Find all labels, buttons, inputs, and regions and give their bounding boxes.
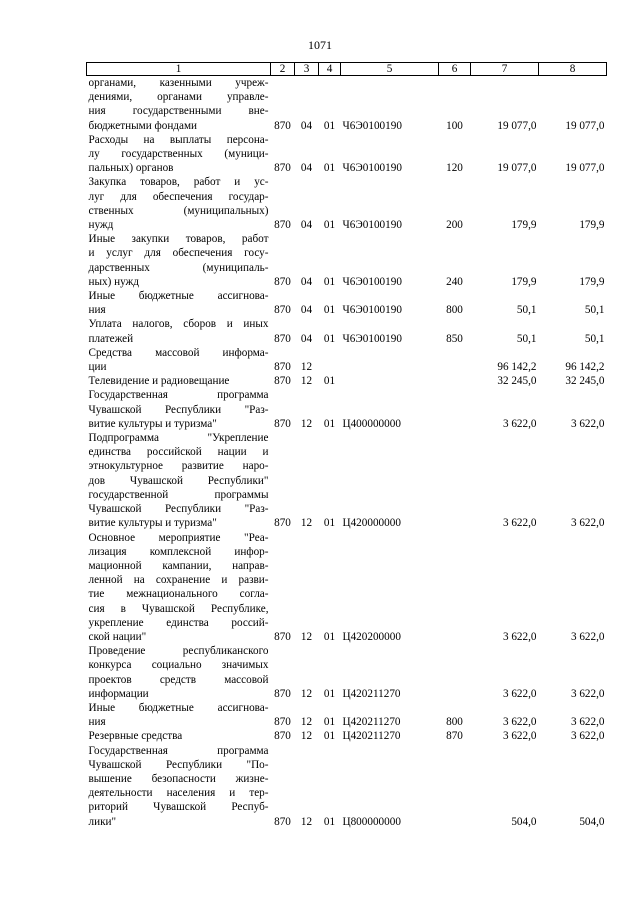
table-row <box>87 431 607 530</box>
description-line: укрепление единства россий- <box>88 616 269 629</box>
cell-description <box>87 374 271 388</box>
cell-description <box>87 346 271 374</box>
cell-expense-type <box>439 744 471 829</box>
description-line: Подпрограмма "Укрепление <box>88 432 269 445</box>
cell-ministry: 870 <box>274 162 291 175</box>
cell-ministry: 870 <box>274 304 291 317</box>
cell-amount-1: 179,9 <box>511 275 537 288</box>
cell-expense-type <box>439 374 471 388</box>
description-line: ской нации" <box>88 630 147 643</box>
description-line: Уплата налогов, сборов и иных <box>88 318 269 331</box>
cell-amount-1: 179,9 <box>511 219 537 232</box>
cell-amount-2: 3 622,0 <box>570 417 605 430</box>
cell-subsection: 01 <box>323 275 336 288</box>
cell-amount-1: 19 077,0 <box>497 162 537 175</box>
cell-ministry: 870 <box>274 332 291 345</box>
table-row <box>87 729 607 743</box>
description-line: информации <box>88 687 149 700</box>
description-line: ния <box>88 304 106 317</box>
cell-amount-2: 32 245,0 <box>565 375 605 388</box>
description-line: органами, казенными учреж- <box>88 77 269 89</box>
cell-amount-1: 3 622,0 <box>502 716 537 729</box>
cell-amount-2: 19 077,0 <box>565 119 605 132</box>
cell-expense-type <box>439 531 471 645</box>
header-col-5: 5 <box>341 63 439 76</box>
cell-section: 12 <box>300 630 313 643</box>
table-row <box>87 133 607 176</box>
cell-expense-type: 870 <box>446 730 463 743</box>
cell-section: 12 <box>300 716 313 729</box>
cell-description <box>87 175 271 232</box>
cell-amount-1: 3 622,0 <box>502 417 537 430</box>
header-col-3: 3 <box>295 63 319 76</box>
cell-subsection: 01 <box>323 630 336 643</box>
cell-amount-1: 3 622,0 <box>502 730 537 743</box>
cell-ministry: 870 <box>274 687 291 700</box>
cell-target-article: Ц420211270 <box>342 730 401 743</box>
table-header-row <box>87 63 607 76</box>
cell-ministry: 870 <box>274 361 291 374</box>
cell-amount-1: 504,0 <box>511 815 537 828</box>
cell-subsection: 01 <box>323 162 336 175</box>
cell-amount-2: 19 077,0 <box>565 162 605 175</box>
cell-amount-1: 3 622,0 <box>502 630 537 643</box>
cell-amount-2: 504,0 <box>579 815 605 828</box>
cell-amount-2: 3 622,0 <box>570 630 605 643</box>
cell-amount-2: 3 622,0 <box>570 517 605 530</box>
cell-amount-2: 3 622,0 <box>570 716 605 729</box>
cell-expense-type: 200 <box>446 219 463 232</box>
description-line: Чувашской Республики "Раз- <box>88 503 269 516</box>
cell-amount-1: 50,1 <box>516 332 537 345</box>
page-number: 1071 <box>308 38 332 52</box>
cell-target-article: Ч6Э0100190 <box>342 219 402 232</box>
cell-ministry: 870 <box>274 815 291 828</box>
cell-section: 04 <box>300 219 313 232</box>
cell-ministry: 870 <box>274 375 291 388</box>
cell-expense-type: 100 <box>446 119 463 132</box>
cell-subsection: 01 <box>323 332 336 345</box>
budget-table <box>86 62 607 829</box>
cell-amount-1: 3 622,0 <box>502 687 537 700</box>
cell-description <box>87 701 271 729</box>
cell-description <box>87 644 271 701</box>
cell-subsection: 01 <box>323 304 336 317</box>
description-line: Закупка товаров, работ и ус- <box>88 176 269 189</box>
table-row <box>87 175 607 232</box>
cell-amount-2: 179,9 <box>579 219 605 232</box>
cell-ministry: 870 <box>274 417 291 430</box>
table-row <box>87 644 607 701</box>
table-row <box>87 374 607 388</box>
table-row <box>87 346 607 374</box>
cell-expense-type: 800 <box>446 716 463 729</box>
cell-target-article: Ч6Э0100190 <box>342 275 402 288</box>
cell-expense-type <box>439 346 471 374</box>
cell-ministry: 870 <box>274 119 291 132</box>
cell-subsection <box>319 346 341 374</box>
description-line: Иные бюджетные ассигнова- <box>88 701 269 714</box>
description-line: тие межнационального согла- <box>88 588 269 601</box>
description-line: Расходы на выплаты персона- <box>88 133 269 146</box>
description-line: Телевидение и радиовещание <box>88 375 230 388</box>
cell-target-article: Ч6Э0100190 <box>342 304 402 317</box>
cell-amount-2: 3 622,0 <box>570 730 605 743</box>
cell-section: 12 <box>300 417 313 430</box>
cell-description <box>87 289 271 317</box>
cell-target-article: Ц420200000 <box>342 630 401 643</box>
description-line: вышение безопасности жизне- <box>88 772 269 785</box>
cell-amount-2: 50,1 <box>584 304 605 317</box>
cell-expense-type <box>439 644 471 701</box>
cell-target-article <box>341 374 439 388</box>
description-line: Государственная программа <box>88 389 269 402</box>
description-line: платежей <box>88 332 134 345</box>
description-line: дарственных (муниципаль- <box>88 261 269 274</box>
description-line: пальных) органов <box>88 162 174 175</box>
description-line: риторий Чувашской Респуб- <box>88 801 269 814</box>
cell-section: 04 <box>300 119 313 132</box>
description-line: ных) нужд <box>88 275 139 288</box>
header-col-8: 8 <box>539 63 607 76</box>
cell-expense-type: 800 <box>446 304 463 317</box>
description-line: нужд <box>88 219 114 232</box>
cell-target-article: Ц800000000 <box>342 815 401 828</box>
cell-target-article: Ч6Э0100190 <box>342 332 402 345</box>
cell-ministry: 870 <box>274 716 291 729</box>
cell-subsection: 01 <box>323 417 336 430</box>
description-line: лизация комплексной инфор- <box>88 545 269 558</box>
cell-description <box>87 744 271 829</box>
description-line: ния государственными вне- <box>88 105 269 118</box>
description-line: Чувашской Республики "Раз- <box>88 403 269 416</box>
header-col-4: 4 <box>319 63 341 76</box>
cell-ministry: 870 <box>274 517 291 530</box>
description-line: бюджетными фондами <box>88 119 198 132</box>
table-row <box>87 701 607 729</box>
header-col-7: 7 <box>471 63 539 76</box>
cell-description <box>87 531 271 645</box>
description-line: витие культуры и туризма" <box>88 517 217 530</box>
cell-description <box>87 388 271 431</box>
cell-amount-2: 50,1 <box>584 332 605 345</box>
description-line: Средства массовой информа- <box>88 346 269 359</box>
description-line: Резервные средства <box>88 730 183 743</box>
cell-target-article: Ч6Э0100190 <box>342 162 402 175</box>
cell-subsection: 01 <box>323 687 336 700</box>
description-line: сия в Чувашской Республике, <box>88 602 269 615</box>
description-line: мационной кампании, направ- <box>88 559 269 572</box>
table-row <box>87 289 607 317</box>
header-col-6: 6 <box>439 63 471 76</box>
cell-expense-type: 240 <box>446 275 463 288</box>
cell-ministry: 870 <box>274 730 291 743</box>
cell-section: 04 <box>300 275 313 288</box>
description-line: луг для обеспечения государ- <box>88 190 269 203</box>
table-row <box>87 744 607 829</box>
cell-section: 12 <box>300 815 313 828</box>
cell-description <box>87 729 271 743</box>
cell-section: 04 <box>300 162 313 175</box>
cell-subsection: 01 <box>323 119 336 132</box>
cell-section: 04 <box>300 304 313 317</box>
description-line: Иные закупки товаров, работ <box>88 233 269 246</box>
cell-target-article: Ц420000000 <box>342 517 401 530</box>
description-line: и услуг для обеспечения госу- <box>88 247 269 260</box>
cell-amount-2: 96 142,2 <box>565 361 605 374</box>
cell-description <box>87 431 271 530</box>
cell-section: 12 <box>300 375 313 388</box>
cell-expense-type: 120 <box>446 162 463 175</box>
description-line: лу государственных (муници- <box>88 148 269 161</box>
cell-subsection: 01 <box>323 730 336 743</box>
description-line: Государственная программа <box>88 744 269 757</box>
description-line: Основное мероприятие "Реа- <box>88 531 269 544</box>
table-row <box>87 388 607 431</box>
cell-target-article: Ч6Э0100190 <box>342 119 402 132</box>
cell-description <box>87 232 271 289</box>
cell-subsection: 01 <box>323 375 336 388</box>
table-row <box>87 531 607 645</box>
description-line: лики" <box>88 815 117 828</box>
cell-subsection: 01 <box>323 716 336 729</box>
description-line: проектов средств массовой <box>88 673 269 686</box>
cell-section: 12 <box>300 687 313 700</box>
cell-expense-type: 850 <box>446 332 463 345</box>
table-row <box>87 232 607 289</box>
cell-subsection: 01 <box>323 219 336 232</box>
cell-section: 12 <box>300 730 313 743</box>
cell-amount-1: 19 077,0 <box>497 119 537 132</box>
description-line: деятельности населения и тер- <box>88 787 269 800</box>
cell-expense-type <box>439 431 471 530</box>
cell-ministry: 870 <box>274 219 291 232</box>
cell-amount-1: 96 142,2 <box>497 361 537 374</box>
cell-expense-type <box>439 388 471 431</box>
cell-amount-2: 3 622,0 <box>570 687 605 700</box>
cell-target-article: Ц420211270 <box>342 687 401 700</box>
cell-subsection: 01 <box>323 517 336 530</box>
description-line: ственных (муниципальных) <box>88 204 269 217</box>
cell-amount-2: 179,9 <box>579 275 605 288</box>
table-row <box>87 76 607 133</box>
header-col-2: 2 <box>271 63 295 76</box>
cell-description <box>87 317 271 345</box>
description-line: витие культуры и туризма" <box>88 417 217 430</box>
description-line: Чувашской Республики "По- <box>88 758 269 771</box>
cell-description <box>87 76 271 133</box>
cell-section: 12 <box>300 361 313 374</box>
header-col-1: 1 <box>87 63 271 76</box>
description-line: Проведение республиканского <box>88 645 269 658</box>
cell-amount-1: 50,1 <box>516 304 537 317</box>
cell-section: 04 <box>300 332 313 345</box>
cell-ministry: 870 <box>274 630 291 643</box>
cell-amount-1: 3 622,0 <box>502 517 537 530</box>
description-line: ции <box>88 361 107 374</box>
description-line: этнокультурное развитие наро- <box>88 460 269 473</box>
cell-target-article: Ц400000000 <box>342 417 401 430</box>
description-line: дениями, органами управле- <box>88 91 269 104</box>
cell-description <box>87 133 271 176</box>
cell-amount-1: 32 245,0 <box>497 375 537 388</box>
description-line: государственной программы <box>88 488 269 501</box>
cell-target-article: Ц420211270 <box>342 716 401 729</box>
table-row <box>87 317 607 345</box>
description-line: ния <box>88 716 106 729</box>
cell-ministry: 870 <box>274 275 291 288</box>
description-line: дов Чувашской Республики" <box>88 474 269 487</box>
description-line: единства российской нации и <box>88 446 269 459</box>
cell-subsection: 01 <box>323 815 336 828</box>
description-line: Иные бюджетные ассигнова- <box>88 290 269 303</box>
cell-section: 12 <box>300 517 313 530</box>
description-line: конкурса социально значимых <box>88 659 269 672</box>
cell-target-article <box>341 346 439 374</box>
description-line: ленной на сохранение и разви- <box>88 574 269 587</box>
